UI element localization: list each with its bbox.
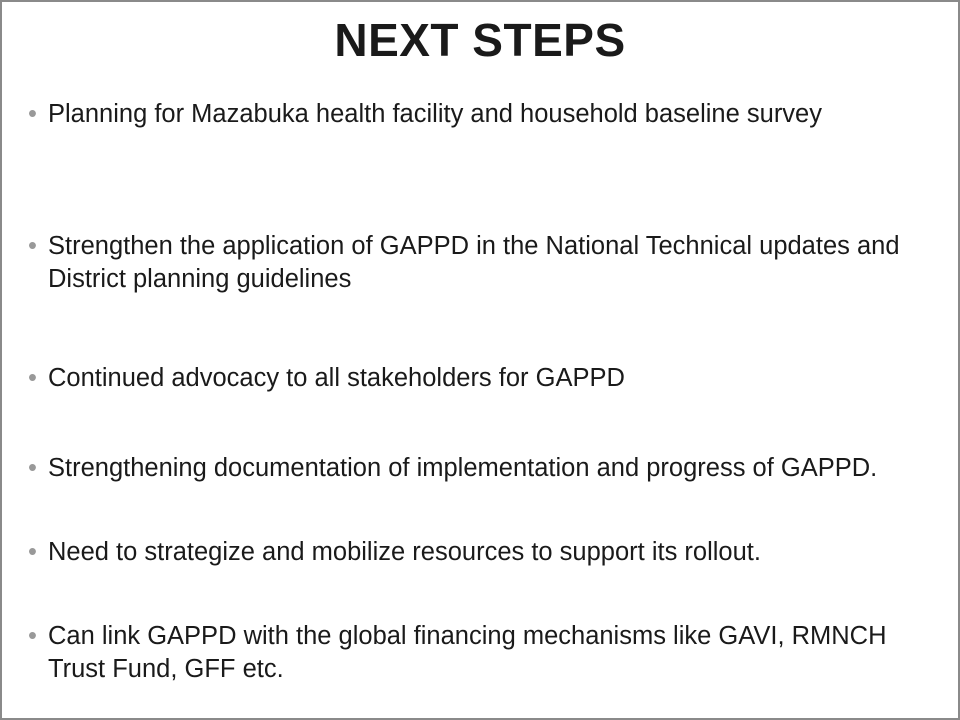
bullet-icon: • (28, 100, 37, 128)
bullet-icon: • (28, 364, 37, 392)
bullet-item (28, 620, 938, 686)
bullet-icon: • (28, 538, 37, 566)
bullet-text: Can link GAPPD with the global financing mechanisms like GAVI, RMNCH Trust Fund, GFF etc. (48, 622, 887, 683)
bullet-text: Strengthen the application of GAPPD in the National Technical updates and District planning guidelines (48, 232, 900, 293)
bullet-item (28, 230, 938, 296)
bullet-text: Strengthening documentation of implementation and progress of GAPPD. (48, 454, 878, 482)
bullet-item (28, 362, 938, 395)
bullet-text: Continued advocacy to all stakeholders for GAPPD (48, 364, 625, 392)
slide-title: NEXT STEPS (334, 14, 626, 66)
bullet-icon: • (28, 454, 37, 482)
bullet-item (28, 452, 938, 485)
bullet-item (28, 98, 938, 131)
bullet-icon: • (28, 622, 37, 650)
bullet-text: Planning for Mazabuka health facility and household baseline survey (48, 100, 822, 128)
bullet-item (28, 536, 938, 569)
bullet-icon: • (28, 232, 37, 260)
bullet-text: Need to strategize and mobilize resources to support its rollout. (48, 538, 761, 566)
